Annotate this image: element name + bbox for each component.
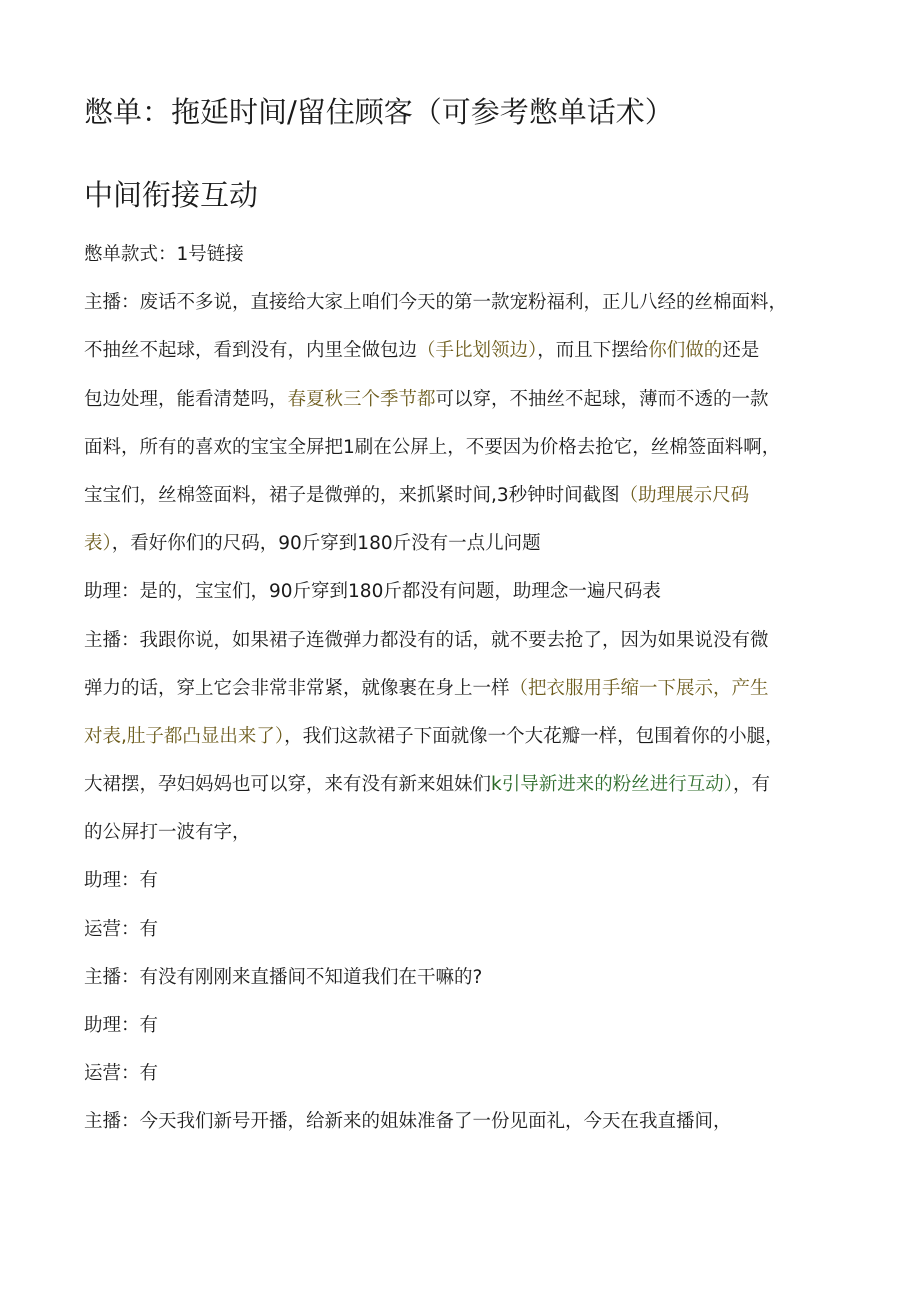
text-segment: 助理：是的，宝宝们，90斤穿到180斤都没有问题，助理念一遍尺码表	[84, 581, 661, 603]
text-segment: ，而且下摆给	[537, 340, 649, 362]
text-segment: 可以穿，不抽丝不起球，薄而不透的一款	[435, 388, 769, 410]
text-line	[84, 713, 844, 761]
text-line	[84, 1050, 844, 1098]
text-line	[84, 954, 844, 1002]
text-line	[84, 617, 844, 665]
text-line	[84, 424, 844, 472]
text-line	[84, 1002, 844, 1050]
text-line	[84, 906, 844, 954]
text-segment: 憋单款式：1号链接	[84, 244, 244, 265]
text-line	[84, 857, 844, 905]
text-segment: 主播：今天我们新号开播，给新来的姐妹准备了一份见面礼，今天在我直播间，	[84, 1111, 732, 1133]
document-title: 憋单：拖延时间/留住顾客（可参考憋单话术）	[84, 95, 674, 129]
text-line	[84, 520, 844, 568]
text-segment: 宝宝们，丝棉签面料，裙子是微弹的，来抓紧时间,3秒钟时间截图	[84, 484, 620, 506]
stage-note: （把衣服用手缩一下展示，产生	[509, 677, 769, 699]
text-segment: ，有	[732, 774, 770, 796]
text-line	[84, 1098, 844, 1146]
text-line	[84, 761, 844, 809]
text-segment: 助理：有	[84, 1015, 159, 1036]
stage-note: （手比划领边）	[417, 340, 538, 362]
text-segment: ，我们这款裙子下面就像一个大花瓣一样，包围着你的小腿，	[284, 725, 784, 747]
text-line	[84, 327, 844, 375]
text-segment: 的公屏打一波有字，	[84, 822, 251, 844]
text-line	[84, 279, 844, 327]
highlight-text: 春夏秋三个季节都	[287, 388, 436, 410]
text-segment: 还是	[722, 340, 760, 362]
text-segment: 大裙摆，孕妇妈妈也可以穿，来有没有新来姐妹们	[84, 774, 492, 796]
text-segment: 主播：有没有刚刚来直播间不知道我们在干嘛的?	[84, 966, 483, 988]
text-line	[84, 809, 844, 857]
text-segment: 运营：有	[84, 1063, 159, 1085]
text-segment: 面料，所有的喜欢的宝宝全屏把1刷在公屏上，不要因为价格去抢它，丝棉签面料啊，	[84, 436, 781, 458]
text-segment: 弹力的话，穿上它会非常非常紧，就像裹在身上一样	[84, 677, 510, 699]
text-line	[84, 231, 844, 279]
stage-note: （助理展示尺码	[619, 484, 750, 506]
highlight-text: 你们做的	[648, 340, 723, 362]
text-segment: 运营：有	[84, 918, 159, 940]
section-heading: 中间衔接互动	[84, 178, 259, 212]
text-line	[84, 376, 844, 424]
text-segment: 包边处理，能看清楚吗，	[84, 388, 288, 410]
stage-note: 对表,肚子都凸显出来了）	[84, 725, 285, 747]
text-line	[84, 472, 844, 520]
text-segment: 主播：废话不多说，直接给大家上咱们今天的第一款宠粉福利，正儿八经的丝棉面料，	[84, 292, 788, 314]
text-line	[84, 568, 844, 616]
stage-note: 表）	[84, 533, 112, 555]
text-segment: 主播：我跟你说，如果裙子连微弹力都没有的话，就不要去抢了，因为如果说没有微	[84, 629, 769, 651]
text-segment: 助理：有	[84, 870, 159, 892]
stage-note: k引导新进来的粉丝进行互动）	[491, 774, 733, 796]
text-line	[84, 665, 844, 713]
text-segment: ，看好你们的尺码，90斤穿到180斤没有一点儿问题	[111, 533, 541, 555]
text-segment: 不抽丝不起球，看到没有，内里全做包边	[84, 340, 418, 362]
script-body	[84, 231, 844, 1147]
